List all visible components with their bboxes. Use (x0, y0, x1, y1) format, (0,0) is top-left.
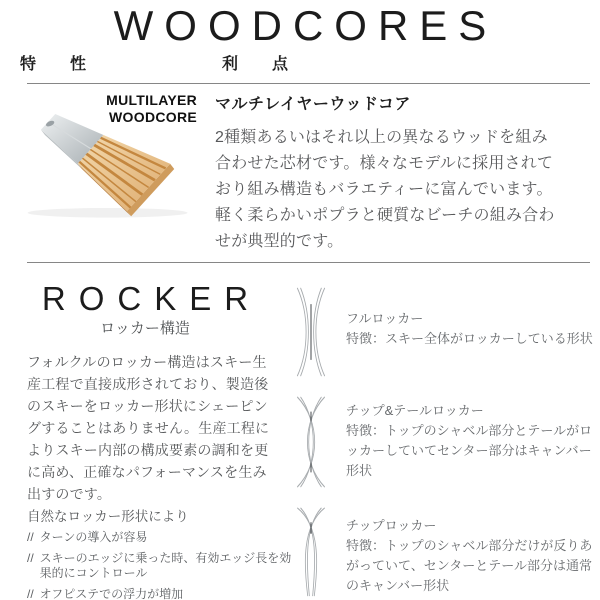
rocker-benefits-heading: 自然なロッカー形状により (27, 509, 189, 524)
tip-tail-rocker-profile-illustration (294, 394, 328, 490)
rocker-type-name: チップロッカー (346, 518, 437, 533)
woodcore-heading: マルチレイヤーウッドコア (215, 96, 411, 113)
rocker-type-description: 特徴：トップのシャベル部分とテールがロッカーしていてセンター部分はキャンバー形状 (346, 423, 593, 478)
slash-bullet-marker: // (27, 550, 34, 565)
rocker-type-text (346, 309, 594, 379)
list-item (27, 530, 293, 546)
rocker-title: ROCKER (41, 280, 262, 317)
slash-bullet-marker: // (27, 530, 34, 544)
rocker-type-name: チップ&テールロッカー (346, 403, 484, 418)
rocker-type-tip (294, 505, 594, 599)
rocker-type-name: フルロッカー (346, 311, 424, 326)
rocker-type-description: 特徴：スキー全体がロッカーしている形状 (346, 331, 593, 346)
section-divider (27, 83, 590, 84)
tip-rocker-profile-illustration (294, 505, 328, 599)
slash-bullet-marker: // (27, 586, 34, 600)
rocker-benefits-list (27, 530, 293, 600)
woodcore-image-label-line1: MULTILAYER (106, 92, 197, 108)
column-header-benefits: 利 点 (222, 56, 298, 73)
list-item (27, 551, 293, 582)
woodcore-text-column (215, 91, 563, 255)
woodcore-description: 2種類あるいはそれ以上の異なるウッドを組み合わせた芯材です。様々なモデルに採用されており組み構造もバラエティーに富んでいます。軽く柔らかいポプラと硬質なビーチの組み合わせが典型的です。 (215, 129, 555, 250)
multilayer-woodcore-image (5, 100, 205, 218)
page-title: WOODCORES (113, 2, 498, 49)
list-item (27, 587, 293, 600)
rocker-type-description: 特徴：トップのシャベル部分だけが反りあがっていて、センターとテール部分は通常のキャンバー形状 (346, 538, 593, 593)
rocker-type-full (294, 285, 594, 379)
woodcore-image-label-line2: WOODCORE (109, 109, 197, 125)
list-item-text: ターンの導入が容易 (39, 530, 148, 544)
rocker-description: フォルクルのロッカー構造はスキー生産工程で直接成形されており、製造後のスキーをロッカー形状にシェーピングすることはありません。生産工程によりスキー内部の構成要素の調和を更に高め、正確なパフォーマンスを生み出すのです。 (27, 354, 270, 502)
rocker-type-text (346, 401, 594, 490)
rocker-subtitle: ロッカー構造 (100, 320, 190, 337)
column-header-features: 特 性 (20, 56, 96, 73)
rocker-type-text (346, 516, 594, 599)
full-rocker-profile-illustration (294, 285, 328, 379)
list-item-text: オフピステでの浮力が増加 (39, 586, 184, 600)
rocker-type-tip-tail (294, 394, 594, 490)
list-item-text: スキーのエッジに乗った時、有効エッジ長を効果的にコントロール (39, 550, 292, 580)
section-divider (27, 262, 590, 263)
